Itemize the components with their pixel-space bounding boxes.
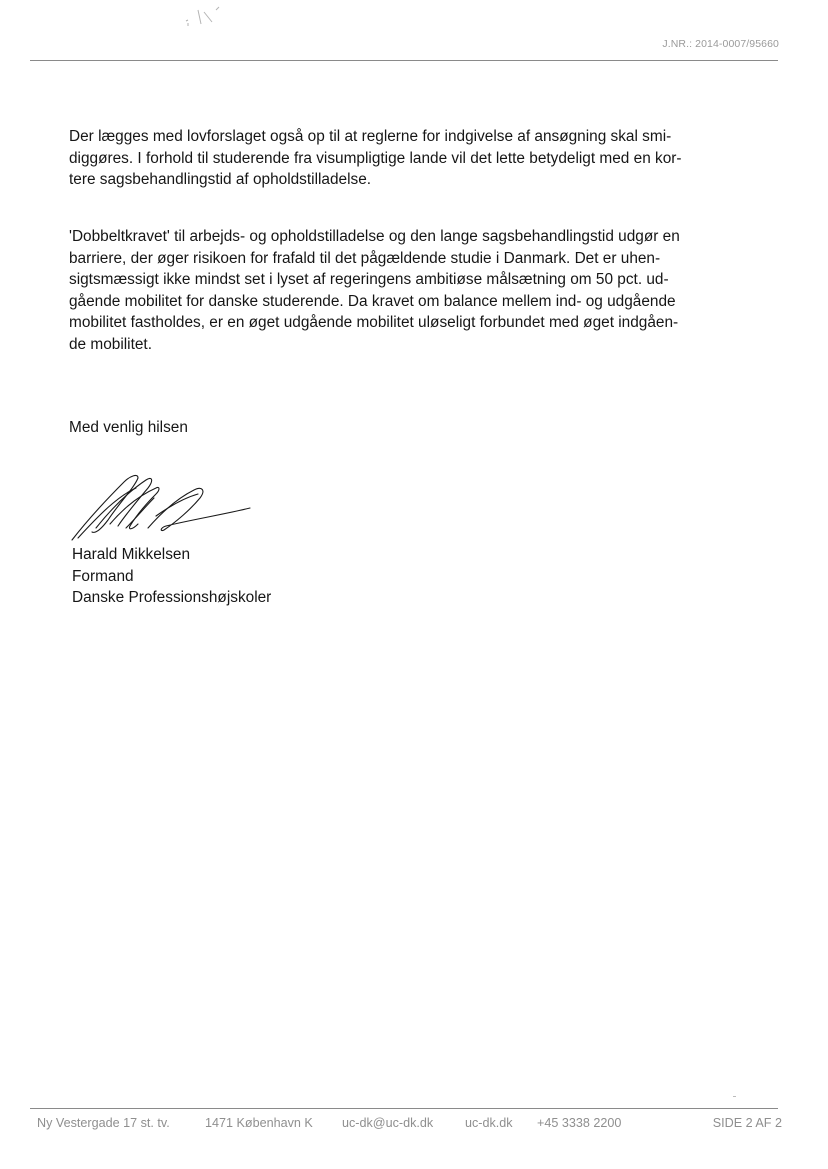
header-divider xyxy=(30,60,778,61)
scan-speck xyxy=(733,1096,736,1097)
paragraph-double-requirement xyxy=(69,226,741,355)
handwritten-signature xyxy=(66,468,256,548)
footer-city: 1471 København K xyxy=(205,1116,313,1130)
paragraph-text: 'Dobbeltkravet' til arbejds- og opholdstilladelse og den lange sagsbehandlingstid udgør en barriere, der øger risikoen for frafald til det pågældende studie i Danmark. Det er uhen- sigtsmæssigt ikke mindst set i lyset af regeringens ambitiøse målsætning om 50 pct. ud- gående mobilitet for danske studerende. Da kravet om balance mellem ind- og udgående mobilitet fastholdes, er en øget udgående mobilitet uløseligt forbundet med øget indgåen- de mobilitet. xyxy=(69,228,680,353)
journal-number: J.NR.: 2014-0007/95660 xyxy=(662,38,779,50)
signer-title: Formand xyxy=(72,567,134,585)
footer-phone: +45 3338 2200 xyxy=(537,1116,622,1130)
signer-organization: Danske Professionshøjskoler xyxy=(72,589,272,606)
footer-address: Ny Vestergade 17 st. tv. xyxy=(37,1116,170,1130)
closing-salutation: Med venlig hilsen xyxy=(69,419,188,436)
paragraph-application-submission xyxy=(69,126,741,191)
signer-block xyxy=(72,544,271,609)
footer-divider xyxy=(30,1108,778,1109)
footer-website: uc-dk.dk xyxy=(465,1116,513,1130)
scan-artifact-marks xyxy=(180,6,230,32)
footer-email: uc-dk@uc-dk.dk xyxy=(342,1116,434,1130)
paragraph-text: Der lægges med lovforslaget også op til at reglerne for indgivelse af ansøgning skal smi- diggøres. I forhold til studerende fra visumpligtige lande vil det lette betydeligt med en kor- tere sagsbehandlingstid af opholdstilladelse. xyxy=(69,128,682,188)
page-indicator: SIDE 2 AF 2 xyxy=(712,1116,782,1130)
signer-name: Harald Mikkelsen xyxy=(72,546,191,563)
